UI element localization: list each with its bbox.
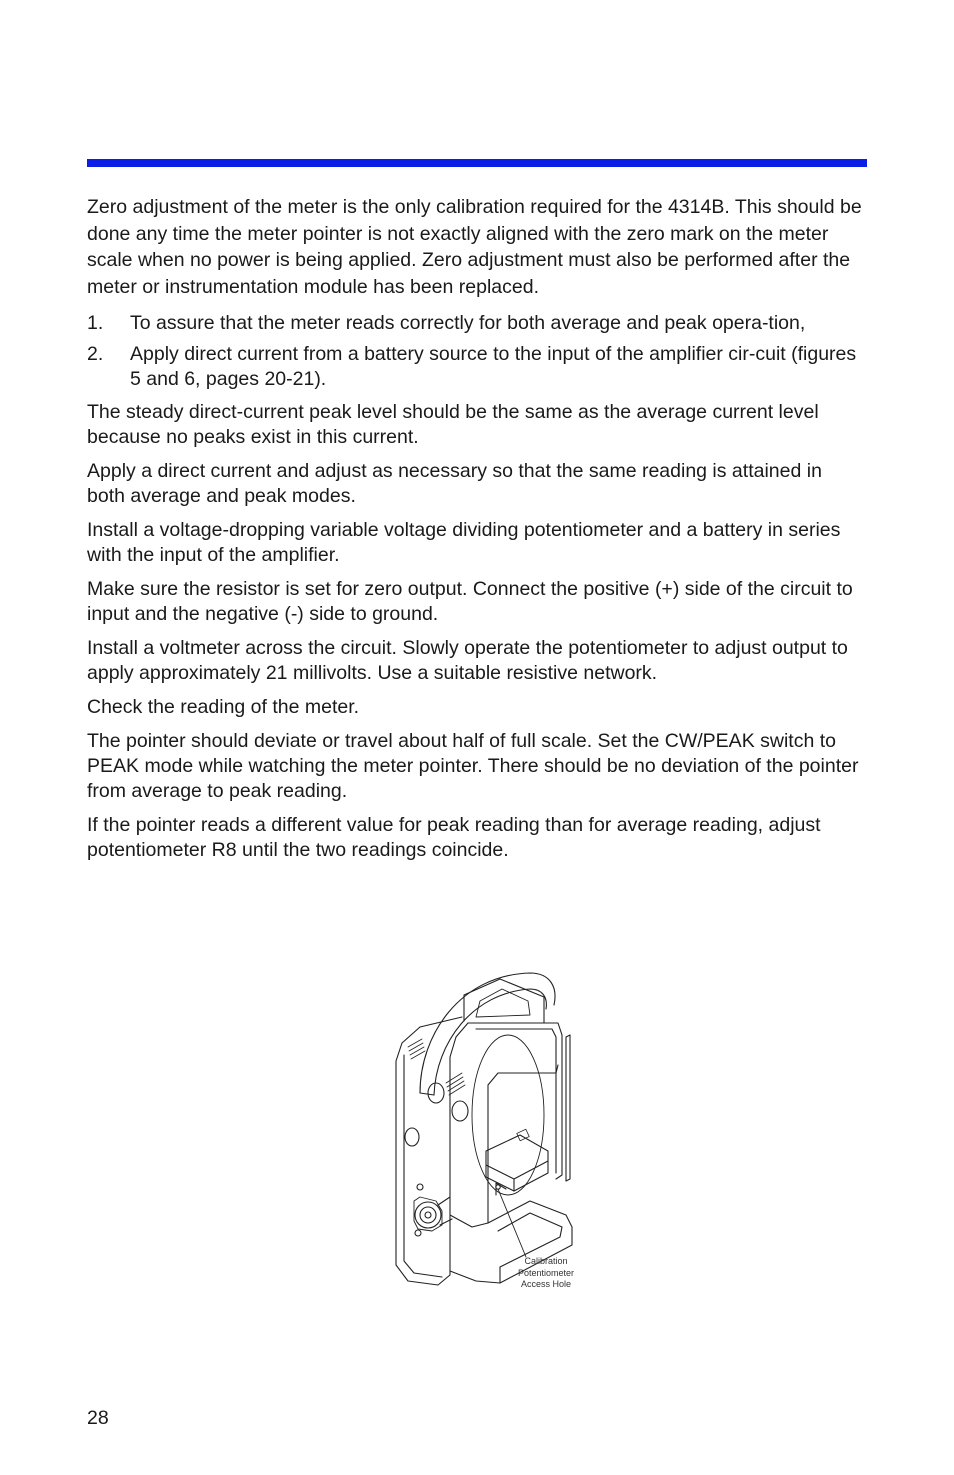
- page-number: 28: [87, 1407, 109, 1429]
- body-text: [87, 194, 865, 872]
- step-number: 2.: [87, 343, 104, 365]
- caption-line: Access Hole: [520, 1279, 572, 1289]
- paragraph: The pointer should deviate or travel about half of full scale. Set the CW/PEAK switch to PEAK mode while watching the meter pointer. There should be no deviation of the pointer from average to peak reading.: [87, 730, 859, 802]
- figure-caption: [503, 1256, 589, 1291]
- step-text: Apply direct current from a battery source to the input of the amplifier cir-cuit (figures 5 and 6, pages 20-21).: [130, 343, 857, 390]
- caption-line: Potentiometer: [517, 1267, 575, 1278]
- paragraph: Apply a direct current and adjust as necessary so that the same reading is attained in both average and peak modes.: [87, 460, 822, 507]
- step-number: 1.: [87, 312, 104, 334]
- caption-line: Calibration: [524, 1256, 568, 1266]
- paragraph: Check the reading of the meter.: [87, 696, 360, 718]
- intro-paragraph: Zero adjustment of the meter is the only calibration required for the 4314B. This should be done any time the meter pointer is not exactly aligned with the zero mark on the meter scale when no power is being applied. Zero adjustment must also be performed after the meter or instrumentation module has been replaced.: [87, 196, 862, 298]
- paragraph: Install a voltage-dropping variable voltage dividing potentiometer and a battery in series with the input of the amplifier.: [87, 519, 841, 566]
- list-item: [87, 342, 865, 392]
- paragraph: Make sure the resistor is set for zero output. Connect the positive (+) side of the circuit to input and the negative (-) side to ground.: [87, 578, 853, 625]
- meter-module-illustration: [380, 965, 590, 1295]
- paragraph: Install a voltmeter across the circuit. Slowly operate the potentiometer to adjust output to apply approximately 21 millivolts. Use a suitable resistive network.: [87, 637, 848, 684]
- step-text: To assure that the meter reads correctly for both average and peak opera-tion,: [130, 312, 806, 334]
- steps-list: [87, 311, 865, 392]
- paragraph: The steady direct-current peak level should be the same as the average current level because no peaks exist in this current.: [87, 401, 819, 448]
- header-rule: [87, 159, 867, 167]
- paragraph: If the pointer reads a different value for peak reading than for average reading, adjust potentiometer R8 until the two readings coincide.: [87, 814, 821, 861]
- list-item: [87, 311, 865, 336]
